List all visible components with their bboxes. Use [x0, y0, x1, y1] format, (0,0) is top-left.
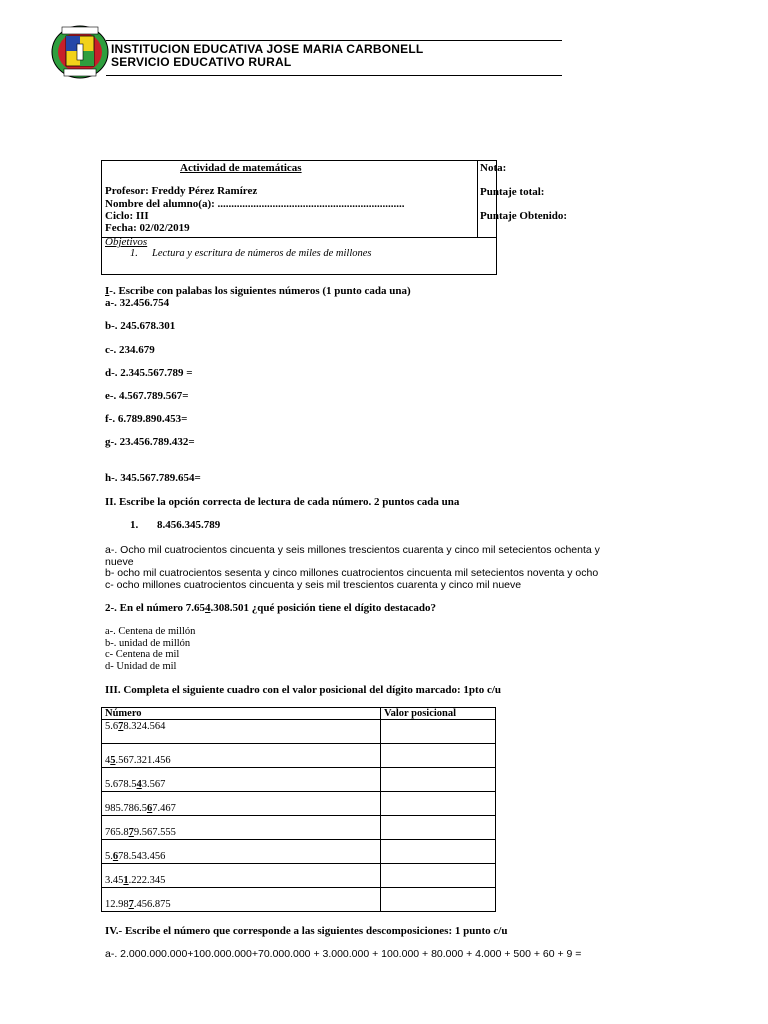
number-cell: 5.678.324.564	[102, 720, 381, 744]
number-cell: 5.678.543.456	[102, 840, 381, 864]
school-logo	[50, 24, 110, 80]
table-row	[102, 720, 496, 744]
value-cell[interactable]	[381, 792, 496, 816]
q2-option-b: b-. unidad de millón	[105, 638, 191, 649]
number-cell: 3.451.222.345	[102, 864, 381, 888]
number-cell: 765.879.567.555	[102, 816, 381, 840]
number-cell: 45.567.321.456	[102, 744, 381, 768]
objectives-label: Objetivos	[105, 236, 148, 248]
obtained-score-label: Puntaje Obtenido:	[480, 210, 568, 222]
marked-digit: 4	[136, 779, 142, 790]
q1-option-c: c- ocho millones cuatrocientos cincuenta y seis mil trescientos cuarenta y cinco mil nueve	[105, 579, 522, 591]
section-1-title	[105, 285, 411, 297]
marked-digit: 6	[147, 803, 153, 814]
table-header-row	[102, 708, 496, 720]
value-cell[interactable]	[381, 840, 496, 864]
q2-option-a: a-. Centena de millón	[105, 626, 196, 637]
item-c: c-. 234.679	[105, 344, 155, 356]
section-3-title: III. Completa el siguiente cuadro con el valor posicional del dígito marcado: 1pto c/u	[105, 684, 502, 696]
item-f: f-. 6.789.890.453=	[105, 413, 188, 425]
info-box-rule	[102, 237, 496, 238]
question-1-value: 8.456.345.789	[157, 519, 221, 531]
marked-digit: 1	[123, 875, 129, 886]
institution-name: INSTITUCION EDUCATIVA JOSE MARIA CARBONELL	[111, 42, 424, 56]
q1-option-a-cont: nueve	[105, 556, 134, 568]
item-d: d-. 2.345.567.789 =	[105, 367, 193, 379]
value-cell[interactable]	[381, 888, 496, 912]
value-cell[interactable]	[381, 720, 496, 744]
table-row	[102, 888, 496, 912]
q1-option-b: b- ocho mil cuatrocientos sesenta y cinco millones cuatrocientos cincuenta mil setecientos noventa y ocho	[105, 567, 599, 579]
q1-option-a: a-. Ocho mil cuatrocientos cincuenta y seis millones trescientos cuarenta y cinco mil setecientos ochenta y	[105, 544, 600, 556]
section-2-title: II. Escribe la opción correcta de lectura de cada número. 2 puntos cada una	[105, 496, 460, 508]
table-row	[102, 840, 496, 864]
q2-option-d: d- Unidad de mil	[105, 661, 177, 672]
teacher-name: Profesor: Freddy Pérez Ramírez	[105, 185, 258, 197]
item-e: e-. 4.567.789.567=	[105, 390, 189, 402]
info-box-divider	[477, 161, 478, 237]
q2-text-b: .308.501 ¿qué posición tiene el dígito destacado?	[210, 602, 437, 614]
col-number-header: Número	[102, 708, 381, 720]
question-2	[105, 602, 436, 614]
number-cell: 12.987.456.875	[102, 888, 381, 912]
value-cell[interactable]	[381, 816, 496, 840]
section-4-title: IV.- Escribe el número que corresponde a las siguientes descomposiciones: 1 punto c/u	[105, 925, 508, 937]
value-cell[interactable]	[381, 768, 496, 792]
item-g: g-. 23.456.789.432=	[105, 436, 195, 448]
number-cell: 5.678.543.567	[102, 768, 381, 792]
activity-title: Actividad de matemáticas	[180, 162, 302, 174]
q2-option-c: c- Centena de mil	[105, 649, 180, 660]
table-row	[102, 864, 496, 888]
value-cell[interactable]	[381, 744, 496, 768]
item-b: b-. 245.678.301	[105, 320, 176, 332]
marked-digit: 7	[118, 721, 124, 732]
table-row	[102, 768, 496, 792]
total-score-label: Puntaje total:	[480, 186, 545, 198]
objective-text: Lectura y escritura de números de miles de millones	[152, 248, 372, 259]
marked-digit: 7	[128, 827, 134, 838]
table-row	[102, 792, 496, 816]
section-1-title-text: -. Escribe con palabas los siguientes números (1 punto cada una)	[109, 285, 411, 297]
value-cell[interactable]	[381, 864, 496, 888]
table-row	[102, 816, 496, 840]
marked-digit: 5	[110, 755, 116, 766]
item-h: h-. 345.567.789.654=	[105, 472, 201, 484]
objective-number: 1.	[130, 248, 138, 259]
grade-label: Nota:	[480, 162, 507, 174]
question-1-number: 1.	[130, 519, 139, 531]
section-4-item-a: a-. 2.000.000.000+100.000.000+70.000.000 + 3.000.000 + 100.000 + 80.000 + 4.000 + 500 + 60 + 9 =	[105, 948, 582, 960]
place-value-table	[101, 707, 496, 912]
service-name: SERVICIO EDUCATIVO RURAL	[111, 55, 292, 69]
q2-text-a: 2-. En el número 7.65	[105, 602, 206, 614]
table-row	[102, 744, 496, 768]
header-rule-top	[106, 40, 562, 41]
cycle: Ciclo: III	[105, 210, 149, 222]
q2-marked-digit: 4	[205, 602, 211, 614]
date: Fecha: 02/02/2019	[105, 222, 190, 234]
student-name-field[interactable]: Nombre del alumno(a): ....................................................................	[105, 198, 405, 210]
section-1-prefix: I	[105, 285, 110, 297]
marked-digit: 6	[112, 851, 119, 862]
number-cell: 985.786.567.467	[102, 792, 381, 816]
item-a: a-. 32.456.754	[105, 297, 170, 309]
col-value-header: Valor posicional	[381, 708, 496, 720]
header-rule-bottom	[106, 75, 562, 76]
marked-digit: 7	[128, 899, 134, 910]
